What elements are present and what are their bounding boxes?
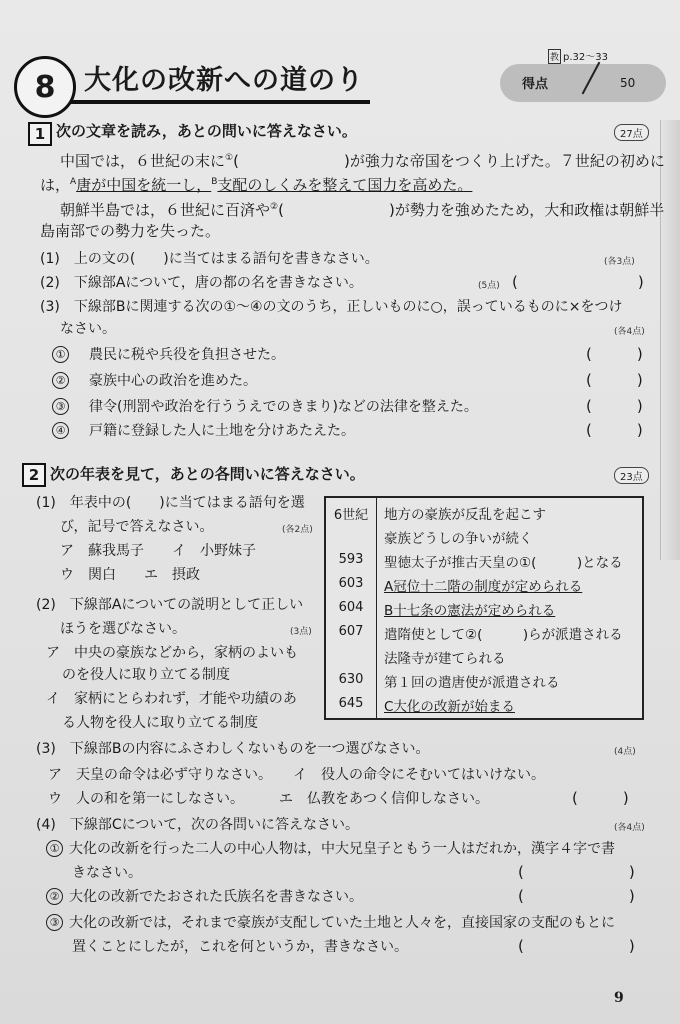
s1-q2: (2) 下線部Aについて，唐の都の名を書きなさい。 bbox=[40, 275, 363, 291]
blank-1[interactable]: ( ) bbox=[233, 152, 350, 170]
s2-q1-points: (各2点) bbox=[282, 525, 313, 535]
s1-q1-points: (各3点) bbox=[604, 257, 635, 267]
s1-q3-answer-4[interactable]: ( ) bbox=[586, 421, 643, 439]
s2-q4-1-cont: きなさい。 bbox=[72, 865, 142, 881]
timeline-row: 603 A冠位十二階の制度が定められる bbox=[338, 576, 583, 595]
s1-q3-points: (各4点) bbox=[614, 327, 645, 337]
s2-q2-line2: ほうを選びなさい。 bbox=[60, 621, 186, 637]
s1-q3-item-3: ③ 律令(刑罰や政治を行ううえでのきまり)などの法律を整えた。 bbox=[52, 398, 478, 417]
timeline-row: 593 聖徳太子が推古天皇の①( )となる bbox=[338, 552, 623, 571]
timeline-row: 645 C大化の改新が始まる bbox=[338, 696, 515, 715]
s1-q3-item-2: ② 豪族中心の政治を進めた。 bbox=[52, 372, 257, 391]
s1-q3-answer-1[interactable]: ( ) bbox=[586, 345, 643, 363]
page-title: 大化の改新への道のり bbox=[84, 65, 364, 96]
blank-2[interactable]: ( ) bbox=[278, 201, 395, 219]
s2-q3-options-1: ア 天皇の命令は必ず守りなさい。 イ 役人の命令にそむいてはいけない。 bbox=[48, 767, 545, 783]
s2-q2-option-a-cont: のを役人に取り立てる制度 bbox=[62, 667, 230, 683]
s2-q3-options-2: ウ 人の和を第一にしなさい。 エ 仏教をあつく信仰しなさい。 bbox=[48, 791, 489, 807]
passage-line-1: 中国では，６世紀の末に①( )が強力な帝国をつくり上げた。７世紀の初めに bbox=[60, 152, 665, 170]
s1-q3-item-1: ① 農民に税や兵役を負担させた。 bbox=[52, 346, 285, 365]
passage-line-2: は，$^A$唐が中国を統一し，$^B$支配のしくみを整えて国力を高めた。 bbox=[40, 176, 473, 194]
s2-q2-option-b: イ 家柄にとらわれず，才能や功績のあ bbox=[46, 691, 297, 707]
s2-q1-choices-a: ア 蘇我馬子 イ 小野妹子 bbox=[60, 543, 256, 559]
s2-q4-points: (各4点) bbox=[614, 823, 645, 833]
unit-number: 8 bbox=[34, 69, 56, 105]
page-tab-edge bbox=[660, 120, 680, 560]
section-2-number: 2 bbox=[22, 463, 46, 487]
s1-q3-line2: なさい。 bbox=[60, 321, 116, 337]
timeline-row: 630 第１回の遣唐使が派遣される bbox=[338, 672, 560, 691]
timeline-row: 6世紀 地方の豪族が反乱を起こす bbox=[333, 507, 546, 523]
s2-q2-option-a: ア 中央の豪族などから，家柄のよいも bbox=[46, 645, 298, 661]
s1-q1: (1) 上の文の( )に当てはまる語句を書きなさい。 bbox=[40, 251, 379, 267]
timeline-row: 法隆寺が建てられる bbox=[384, 651, 506, 667]
timeline-table bbox=[324, 496, 644, 720]
s2-q4-1: ① 大化の改新を行った二人の中心人物は，中大兄皇子ともう一人はだれか，漢字４字で書 bbox=[46, 840, 615, 859]
ref-pages: p.32〜33 bbox=[563, 52, 608, 63]
section-1-number: 1 bbox=[28, 122, 52, 146]
page-number: 9 bbox=[614, 990, 624, 1006]
s2-q4-3-answer-box[interactable]: ( ) bbox=[518, 937, 635, 955]
score-label: 得点 bbox=[522, 77, 549, 92]
s2-q3: (3) 下線部Bの内容にふさわしくないものを一つ選びなさい。 bbox=[36, 741, 430, 757]
s2-q2: (2) 下線部Aについての説明として正しい bbox=[36, 597, 304, 613]
section-2-instruction: 次の年表を見て，あとの各問いに答えなさい。 bbox=[50, 465, 365, 483]
s2-q2-points: (3点) bbox=[290, 627, 312, 637]
s2-q3-points: (4点) bbox=[614, 747, 636, 757]
s1-q3-answer-3[interactable]: ( ) bbox=[586, 397, 643, 415]
textbook-icon: 教 bbox=[548, 49, 561, 64]
section-1-instruction: 次の文章を読み，あとの問いに答えなさい。 bbox=[56, 122, 357, 140]
unit-number-badge bbox=[14, 56, 76, 118]
s1-q3-item-4: ④ 戸籍に登録した人に土地を分けあたえた。 bbox=[52, 422, 355, 441]
s1-q2-answer-box[interactable]: ( ) bbox=[512, 273, 644, 291]
s2-q4-1-answer-box[interactable]: ( ) bbox=[518, 863, 635, 881]
timeline-row: 豪族どうしの争いが続く bbox=[384, 531, 533, 547]
s1-q3: (3) 下線部Bに関連する次の①～④の文のうち，正しいものに○，誤っているものに×をつけ bbox=[40, 299, 623, 315]
s2-q4-2: ② 大化の改新でたおされた氏族名を書きなさい。 bbox=[46, 888, 363, 907]
passage-line-3: 朝鮮半島では，６世紀に百済や②( )が勢力を強めたため，大和政権は朝鮮半 bbox=[60, 201, 665, 219]
score-total: 50 bbox=[620, 76, 636, 90]
s1-q3-answer-2[interactable]: ( ) bbox=[586, 371, 643, 389]
timeline-row: 607 遣隋使として②( )らが派遣される bbox=[338, 624, 623, 643]
s2-q3-answer-box[interactable]: ( ) bbox=[572, 789, 629, 807]
s2-q1-line2: び，記号で答えなさい。 bbox=[60, 519, 214, 535]
passage-line-4: 島南部での勢力を失った。 bbox=[40, 222, 221, 240]
section-2-points: 23点 bbox=[614, 467, 649, 484]
s2-q1-choices-b: ウ 関白 エ 摂政 bbox=[60, 567, 200, 583]
s1-q2-points: (5点) bbox=[478, 281, 500, 291]
timeline-row: 604 B十七条の憲法が定められる bbox=[338, 600, 556, 619]
s2-q1: (1) 年表中の( )に当てはまる語句を選 bbox=[36, 495, 305, 511]
s2-q4-3: ③ 大化の改新では，それまで豪族が支配していた土地と人々を，直接国家の支配のもとに bbox=[46, 914, 615, 933]
s2-q4-2-answer-box[interactable]: ( ) bbox=[518, 887, 635, 905]
s2-q4: (4) 下線部Cについて，次の各問いに答えなさい。 bbox=[36, 817, 360, 833]
s2-q2-option-b-cont: る人物を役人に取り立てる制度 bbox=[62, 715, 258, 731]
section-1-points: 27点 bbox=[614, 124, 649, 141]
s2-q4-3-cont: 置くことにしたが，これを何というか，書きなさい。 bbox=[72, 939, 408, 955]
